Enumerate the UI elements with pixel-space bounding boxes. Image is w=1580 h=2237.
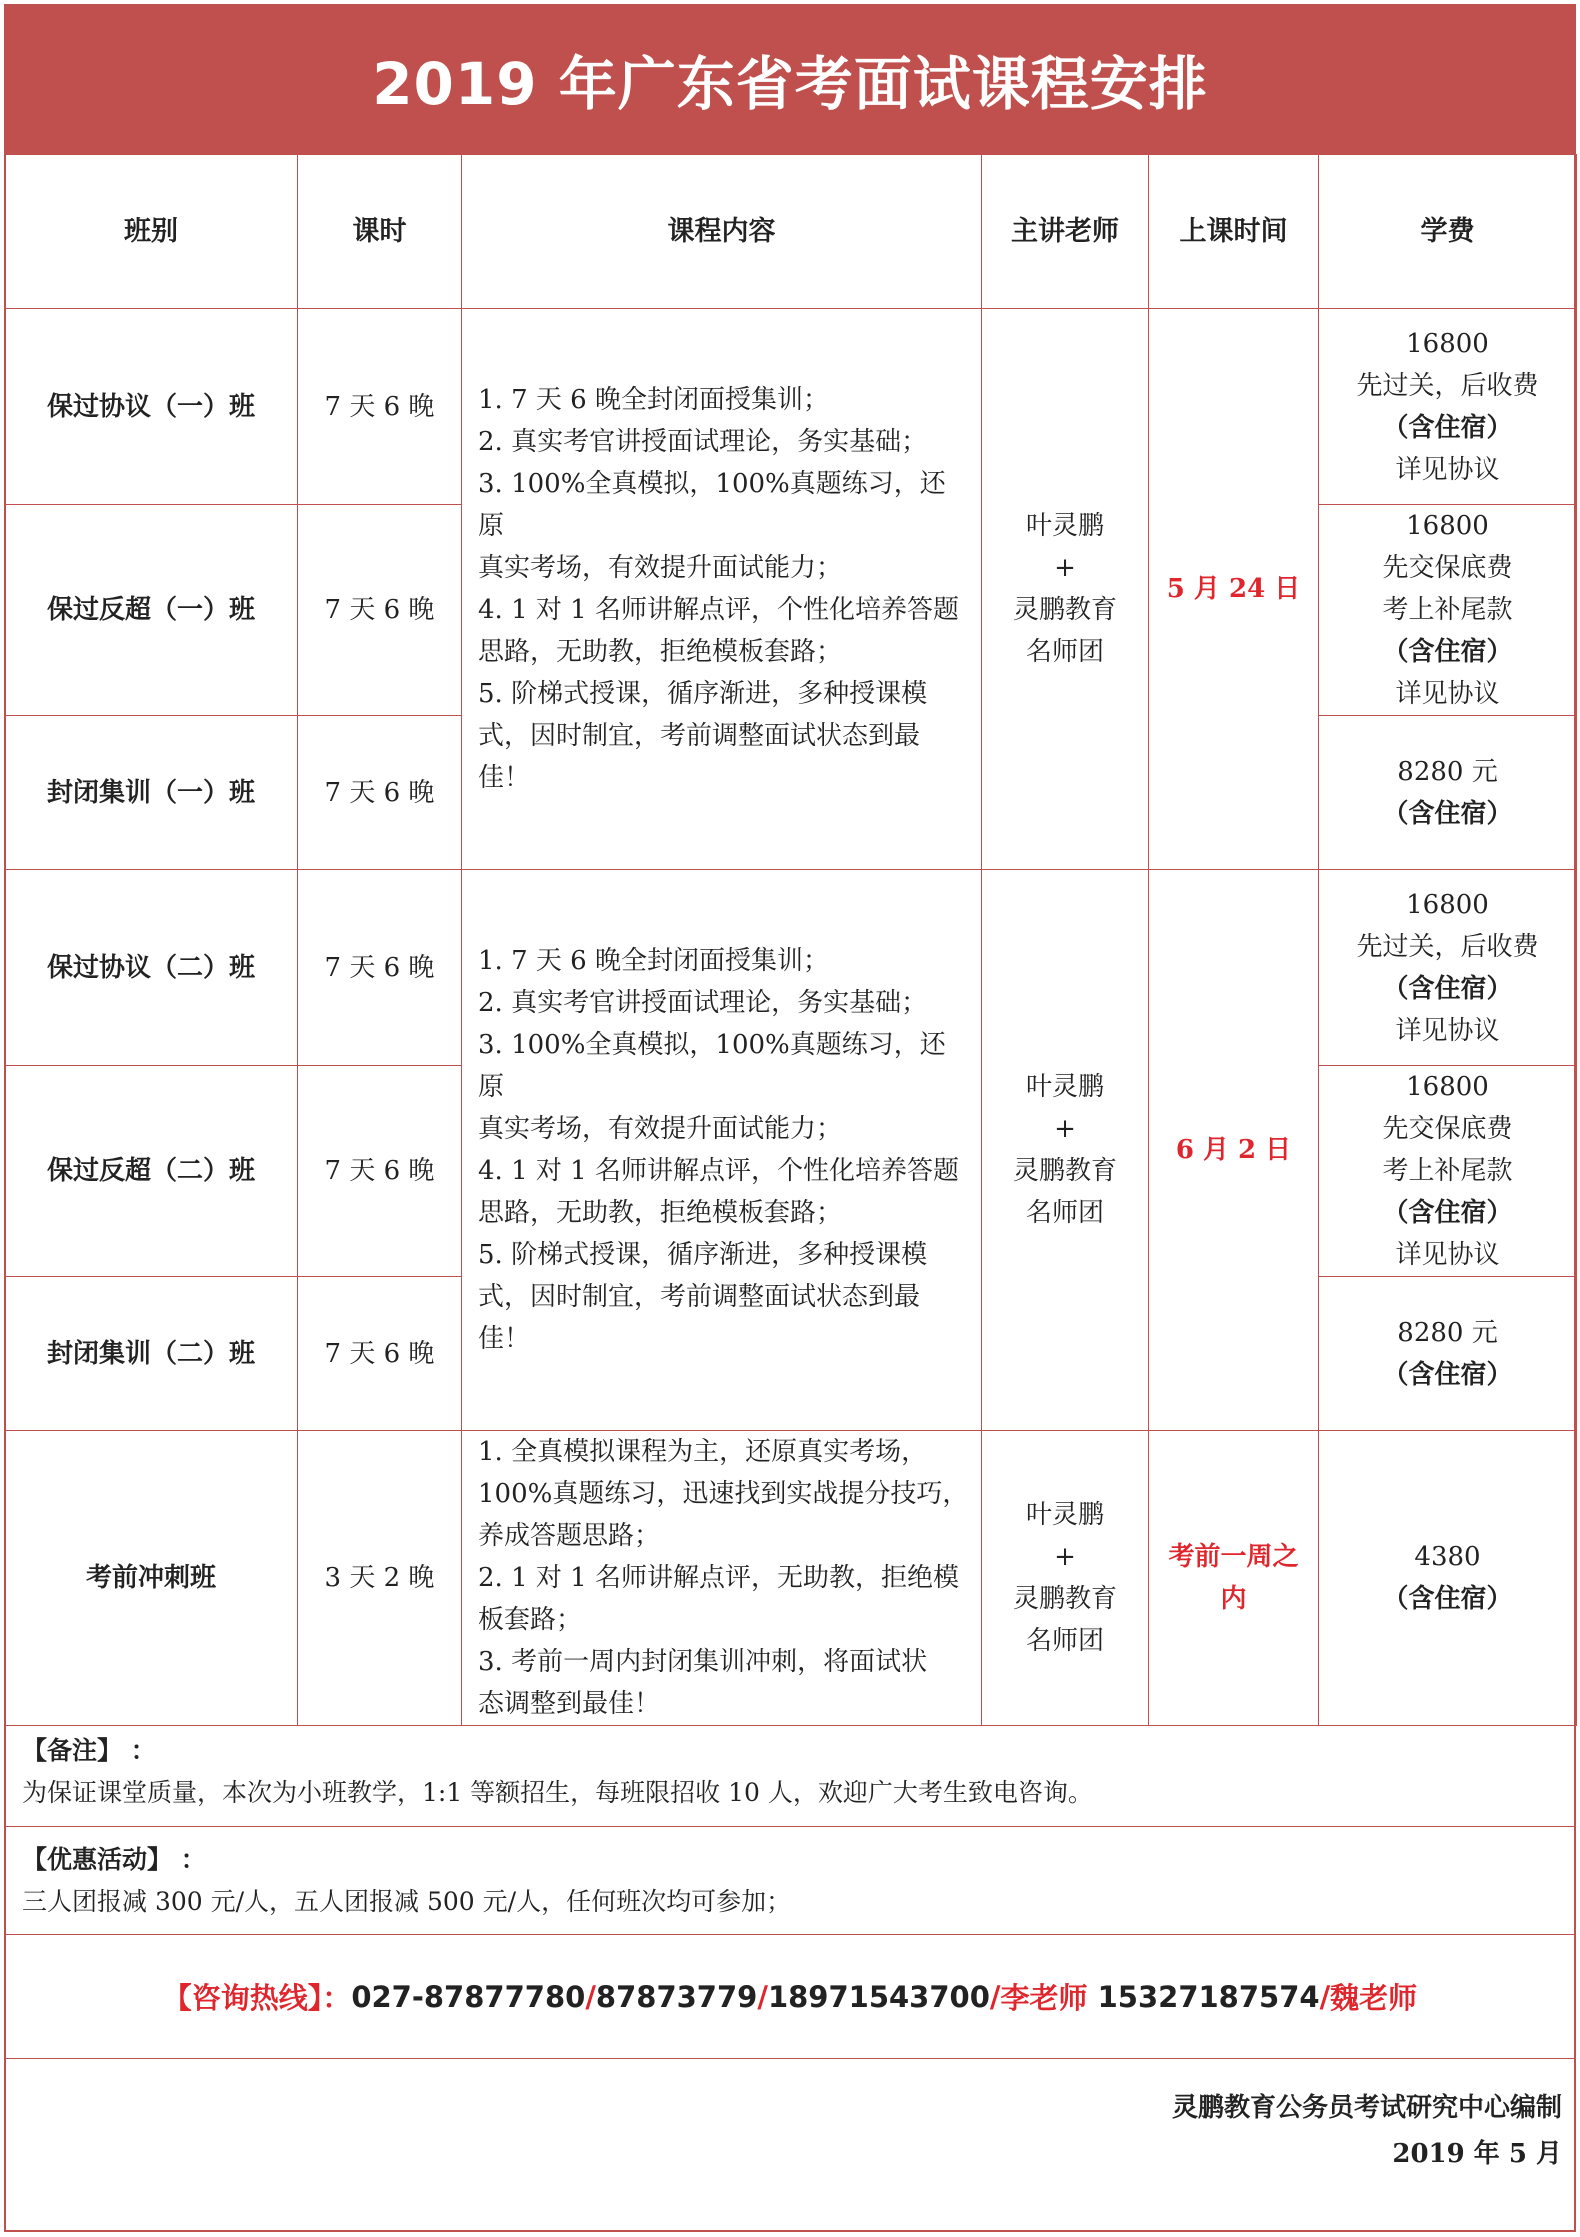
class-hours: 7 天 6 晚	[298, 1066, 462, 1277]
hotline-phone: 18971543700	[767, 1979, 990, 2014]
footer-org: 灵鹏教育公务员考试研究中心编制	[1171, 2093, 1562, 2123]
teacher: 叶灵鹏 + 灵鹏教育 名师团	[982, 1431, 1149, 1726]
class-name: 封闭集训（一）班	[5, 716, 298, 870]
teacher: 叶灵鹏 + 灵鹏教育 名师团	[982, 870, 1149, 1431]
fee-cell: 16800 先过关，后收费 （含住宿） 详见协议	[1319, 870, 1577, 1066]
class-name: 保过协议（一）班	[5, 309, 298, 505]
page-title: 2019 年广东省考面试课程安排	[372, 50, 1208, 118]
remarks-heading: 【备注】 ：	[22, 1736, 156, 1765]
header-date: 上课时间	[1149, 155, 1319, 309]
fee-cell: 8280 元 （含住宿）	[1319, 1277, 1577, 1431]
promo-text: 三人团报减 300 元/人，五人团报减 500 元/人，任何班次均可参加；	[22, 1887, 792, 1916]
hotline-phone: 87873779	[595, 1979, 758, 2014]
header-content: 课程内容	[462, 155, 982, 309]
fee-cell: 8280 元 （含住宿）	[1319, 716, 1577, 870]
class-name: 封闭集训（二）班	[5, 1277, 298, 1431]
header-teacher: 主讲老师	[982, 155, 1149, 309]
class-name: 考前冲刺班	[5, 1431, 298, 1726]
class-hours: 7 天 6 晚	[298, 716, 462, 870]
header-class: 班别	[5, 155, 298, 309]
fee-cell: 16800 先过关，后收费 （含住宿） 详见协议	[1319, 309, 1577, 505]
hotline-separator: /	[989, 1979, 1001, 2014]
fee-cell: 16800 先交保底费 考上补尾款 （含住宿） 详见协议	[1319, 505, 1577, 716]
class-hours: 7 天 6 晚	[298, 870, 462, 1066]
class-hours: 7 天 6 晚	[298, 505, 462, 716]
course-content: 1. 全真模拟课程为主，还原真实考场， 100%真题练习，迅速找到实战提分技巧， 养成答题思路； 2. 1 对 1 名师讲解点评，无助教，拒绝模 板套路； 3. 考前一周内封闭集训冲刺，将面试状 态调整到最佳！	[462, 1431, 982, 1726]
class-hours: 3 天 2 晚	[298, 1431, 462, 1726]
course-content: 1. 7 天 6 晚全封闭面授集训； 2. 真实考官讲授面试理论，务实基础； 3. 100%全真模拟，100%真题练习，还原 真实考场，有效提升面试能力； 4. 1 对 1 名师讲解点评，个性化培养答题 思路，无助教，拒绝模板套路； 5. 阶梯式授课，循序渐进，多种授课模 式，因时制宜，考前调整面试状态到最 佳！	[462, 309, 982, 870]
class-hours: 7 天 6 晚	[298, 1277, 462, 1431]
hotline-separator: /	[757, 1979, 768, 2014]
hotline-contact: 魏老师	[1330, 1981, 1418, 2015]
class-hours: 7 天 6 晚	[298, 309, 462, 505]
header-fee: 学费	[1319, 155, 1577, 309]
hotline-label: 【咨询热线】：	[162, 1981, 352, 2015]
remarks-text: 为保证课堂质量，本次为小班教学，1:1 等额招生，每班限招收 10 人，欢迎广大考生致电咨询。	[22, 1778, 1093, 1807]
hotline-phone: 15327187574	[1087, 1979, 1320, 2014]
page-border	[4, 4, 1576, 2232]
class-date: 5 月 24 日	[1149, 309, 1319, 870]
hotline-separator: /	[1319, 1979, 1331, 2014]
class-name: 保过协议（二）班	[5, 870, 298, 1066]
hotline-separator: /	[585, 1979, 596, 2014]
class-name: 保过反超（一）班	[5, 505, 298, 716]
promo-heading: 【优惠活动】 ：	[22, 1845, 206, 1874]
header-hours: 课时	[298, 155, 462, 309]
hotline-contact: 李老师	[1000, 1981, 1088, 2015]
course-content: 1. 7 天 6 晚全封闭面授集训； 2. 真实考官讲授面试理论，务实基础； 3. 100%全真模拟，100%真题练习，还原 真实考场，有效提升面试能力； 4. 1 对 1 名师讲解点评，个性化培养答题 思路，无助教，拒绝模板套路； 5. 阶梯式授课，循序渐进，多种授课模 式，因时制宜，考前调整面试状态到最 佳！	[462, 870, 982, 1431]
class-date: 6 月 2 日	[1149, 870, 1319, 1431]
class-name: 保过反超（二）班	[5, 1066, 298, 1277]
teacher: 叶灵鹏 + 灵鹏教育 名师团	[982, 309, 1149, 870]
hotline-phone: 027-87877780	[351, 1979, 586, 2014]
footer-date: 2019 年 5 月	[1392, 2139, 1562, 2169]
fee-cell: 4380 （含住宿）	[1319, 1431, 1577, 1726]
fee-cell: 16800 先交保底费 考上补尾款 （含住宿） 详见协议	[1319, 1066, 1577, 1277]
class-date: 考前一周之 内	[1149, 1431, 1319, 1726]
